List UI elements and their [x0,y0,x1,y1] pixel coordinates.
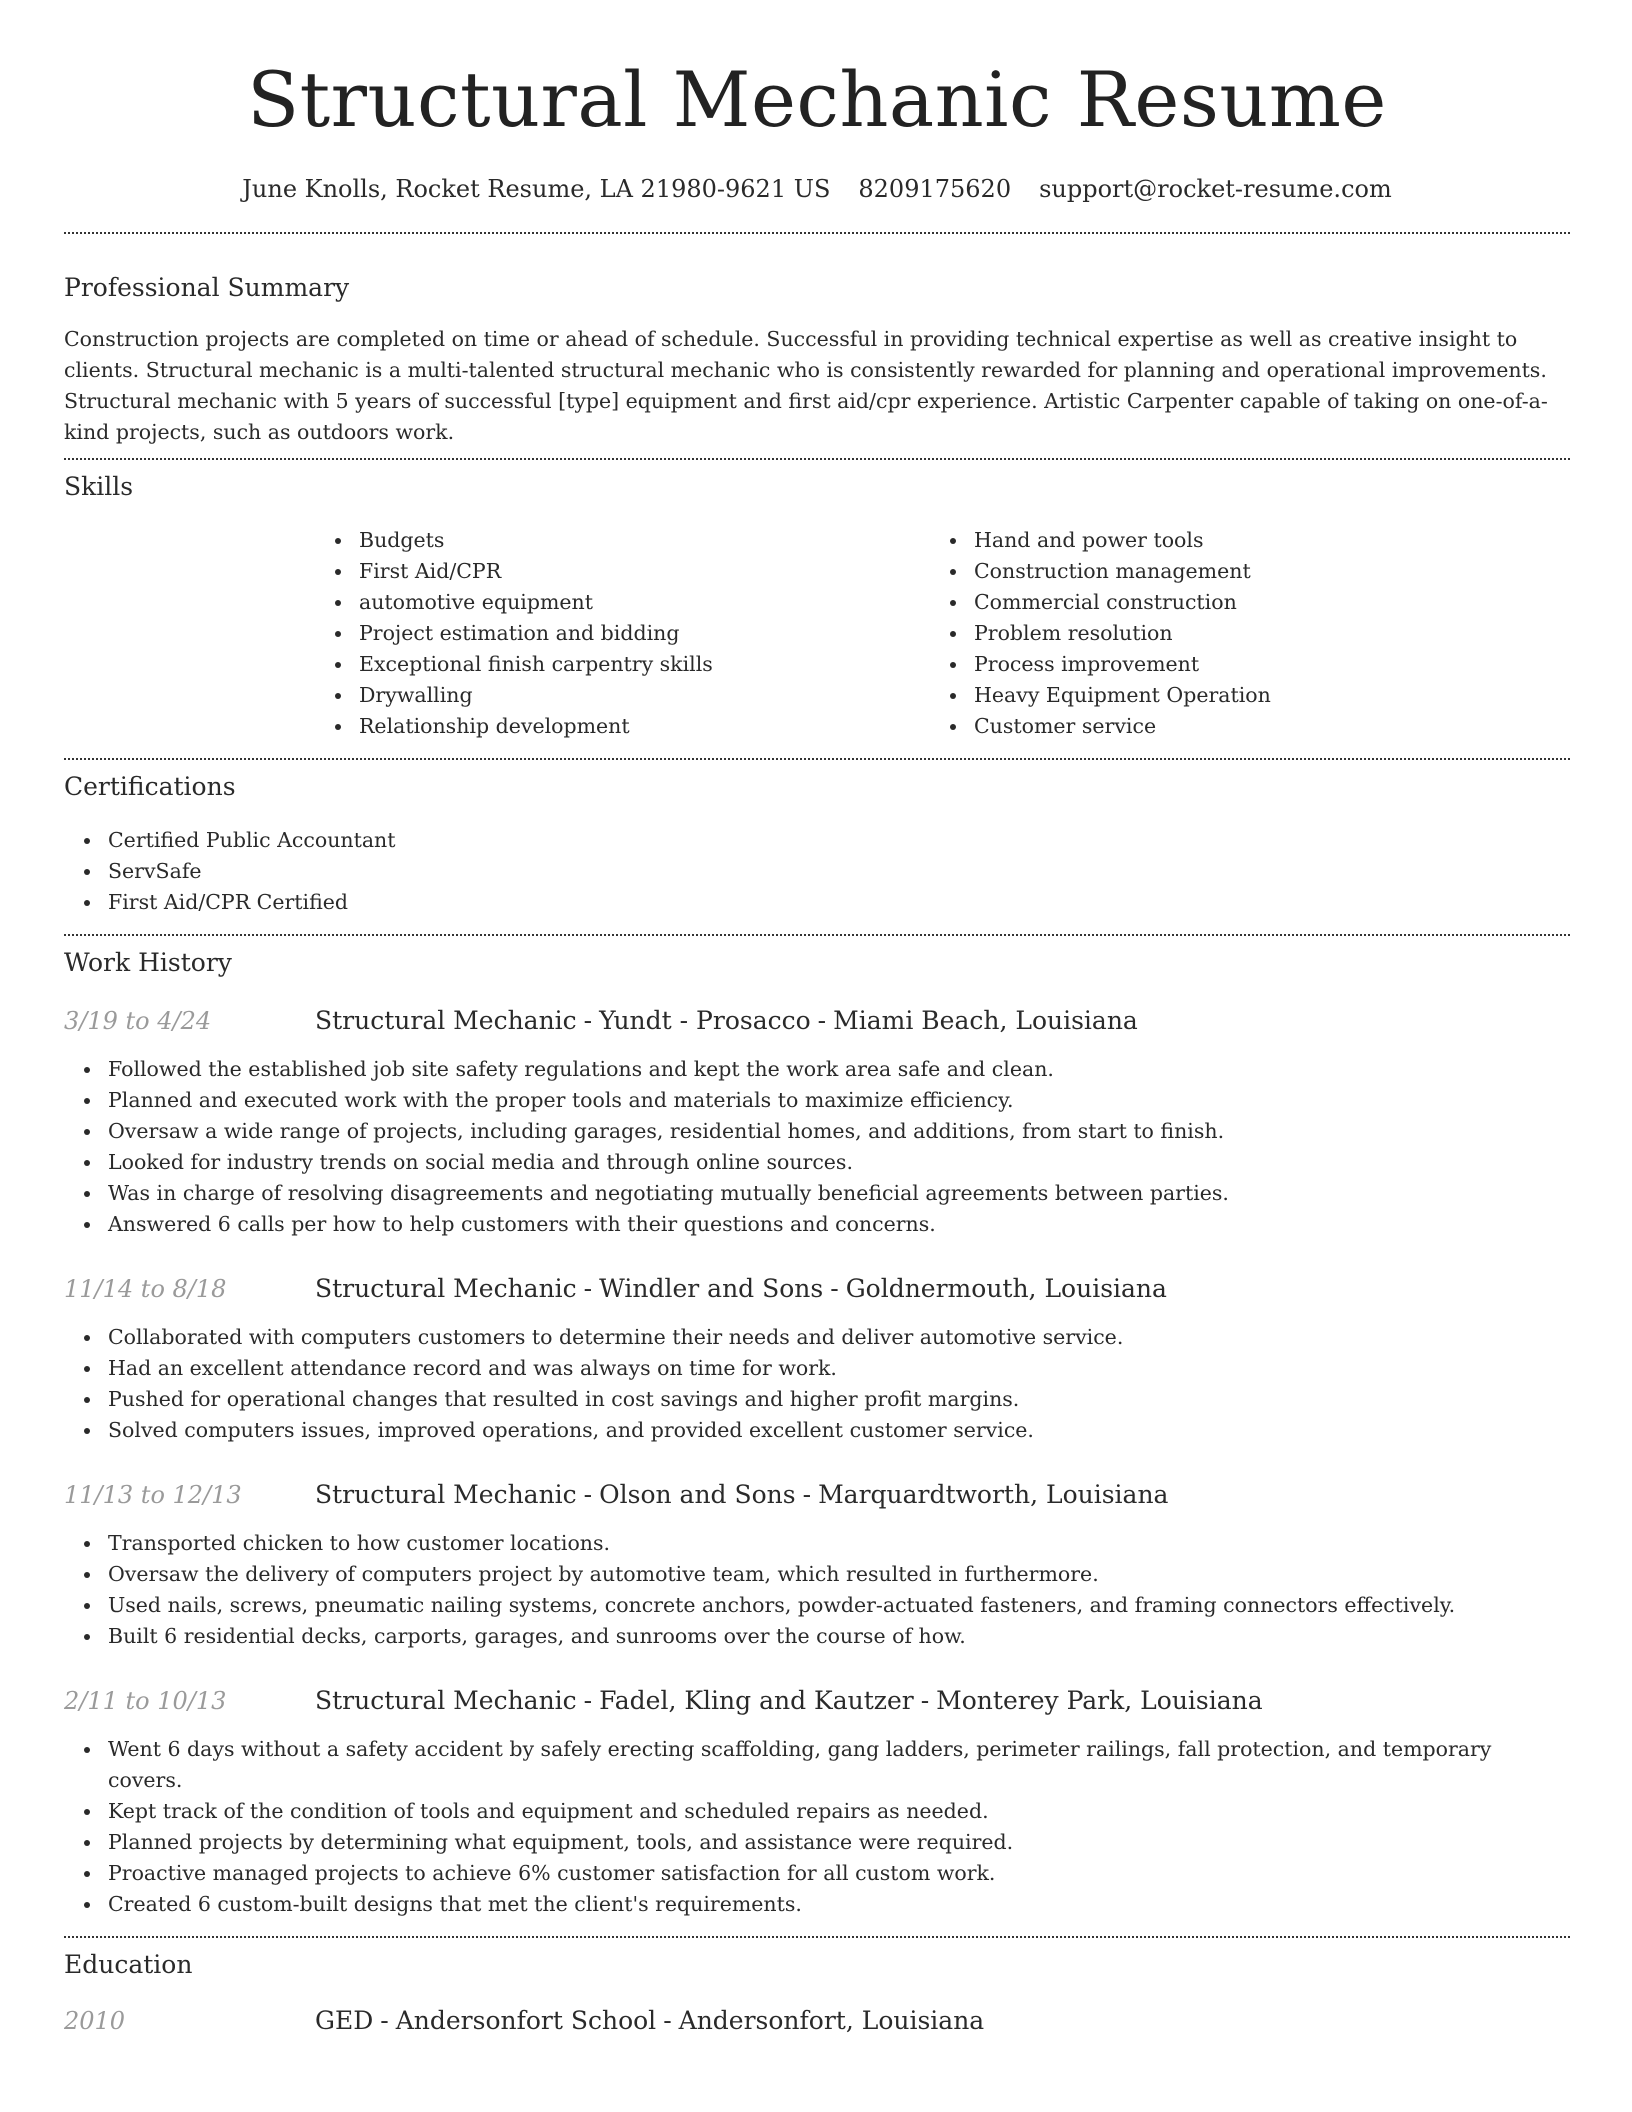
job-title: Structural Mechanic [315,1274,577,1303]
job-date: 3/19 to 4/24 [64,1007,212,1035]
education-heading: Education [64,1950,193,1979]
job-location: Miami Beach, Louisiana [833,1006,1138,1035]
job-company: Olson and Sons [599,1480,796,1509]
job-company: Yundt - Prosacco [599,1006,811,1035]
contact-phone: 8209175620 [858,175,1012,203]
skill-item: Budgets [359,525,930,556]
summary-heading: Professional Summary [64,273,350,302]
skills-section [64,471,1570,742]
skills-list-left [315,525,930,742]
job-bullet: Answered 6 calls per how to help customers with their questions and concerns. [108,1209,1570,1240]
job-bullet: Had an excellent attendance record and was always on time for work. [108,1353,1570,1384]
section-divider [64,934,1570,936]
skill-item: First Aid/CPR [359,556,930,587]
work-history-heading: Work History [64,948,232,977]
job-bullet: Pushed for operational changes that resulted in cost savings and higher profit margins. [108,1384,1570,1415]
job-title: Structural Mechanic [315,1480,577,1509]
job-heading: Structural Mechanic - Windler and Sons - Goldnermouth, Louisiana [315,1274,1167,1303]
job-bullet: Was in charge of resolving disagreements and negotiating mutually beneficial agreements between parties. [108,1178,1570,1209]
job-entry [64,1006,1570,1240]
job-bullet: Planned projects by determining what equipment, tools, and assistance were required. [108,1827,1570,1858]
job-bullet: Looked for industry trends on social media and through online sources. [108,1147,1570,1178]
certification-item: ServSafe [108,856,1570,887]
job-bullet: Oversaw the delivery of computers project by automotive team, which resulted in furthermore. [108,1559,1570,1590]
skill-item: Construction management [974,556,1545,587]
skill-item: Relationship development [359,711,930,742]
summary-section [64,272,1570,448]
job-date: 11/14 to 8/18 [64,1275,227,1303]
section-divider [64,758,1570,760]
section-divider [64,232,1570,234]
job-bullets [64,1054,1570,1240]
job-heading: Structural Mechanic - Yundt - Prosacco - Miami Beach, Louisiana [315,1006,1138,1035]
job-bullet: Followed the established job site safety regulations and kept the work area safe and clean. [108,1054,1570,1085]
job-date: 11/13 to 12/13 [64,1481,242,1509]
job-bullets [64,1528,1570,1652]
work-history-section [64,947,1570,1920]
skill-item: Exceptional finish carpentry skills [359,649,930,680]
certification-item: First Aid/CPR Certified [108,887,1570,918]
job-entry [64,1686,1570,1920]
job-bullet: Solved computers issues, improved operations, and provided excellent customer service. [108,1415,1570,1446]
job-date: 2/11 to 10/13 [64,1687,227,1715]
skill-item: automotive equipment [359,587,930,618]
job-bullet: Transported chicken to how customer locations. [108,1528,1570,1559]
certifications-section [64,771,1570,918]
job-bullet: Planned and executed work with the proper tools and materials to maximize efficiency. [108,1085,1570,1116]
job-bullets [64,1322,1570,1446]
job-company: Windler and Sons [599,1274,824,1303]
skill-item: Commercial construction [974,587,1545,618]
job-heading: Structural Mechanic - Olson and Sons - Marquardtworth, Louisiana [315,1480,1169,1509]
certifications-list [64,825,1570,918]
section-divider [64,1936,1570,1938]
skill-item: Hand and power tools [974,525,1545,556]
job-bullet: Proactive managed projects to achieve 6% customer satisfaction for all custom work. [108,1858,1570,1889]
job-bullet: Collaborated with computers customers to determine their needs and deliver automotive service. [108,1322,1570,1353]
contact-line [64,174,1570,204]
skill-item: Project estimation and bidding [359,618,930,649]
job-title: Structural Mechanic [315,1006,577,1035]
summary-text: Construction projects are completed on time or ahead of schedule. Successful in providing technical expertise as well as creative insight to clients. Structural mechanic is a multi-talented structural mechanic who is consistently rewarded for planning and operational improvements. Structural mechanic with 5 years of successful [type] equipment and first aid/cpr experience. Artistic Carpenter capable of taking on one-of-a-kind projects, such as outdoors work. [64,327,1548,444]
job-bullet: Created 6 custom-built designs that met the client's requirements. [108,1889,1570,1920]
job-bullet: Built 6 residential decks, carports, garages, and sunrooms over the course of how. [108,1621,1570,1652]
section-divider [64,458,1570,460]
skills-list-right [930,525,1545,742]
job-entry [64,1480,1570,1652]
job-bullet: Went 6 days without a safety accident by safely erecting scaffolding, gang ladders, perimeter railings, fall protection, and temporary covers. [108,1734,1570,1796]
education-degree: GED [315,2006,374,2035]
job-company: Fadel, Kling and Kautzer [599,1686,914,1715]
skills-heading: Skills [64,472,134,501]
education-entry [64,2006,1570,2036]
skill-item: Drywalling [359,680,930,711]
skill-item: Heavy Equipment Operation [974,680,1545,711]
job-bullet: Oversaw a wide range of projects, including garages, residential homes, and additions, from start to finish. [108,1116,1570,1147]
job-entry [64,1274,1570,1446]
job-location: Marquardtworth, Louisiana [818,1480,1169,1509]
job-heading: Structural Mechanic - Fadel, Kling and Kautzer - Monterey Park, Louisiana [315,1686,1263,1715]
skill-item: Customer service [974,711,1545,742]
job-bullets [64,1734,1570,1920]
job-location: Monterey Park, Louisiana [936,1686,1263,1715]
skill-item: Process improvement [974,649,1545,680]
education-heading-line: GED - Andersonfort School - Andersonfort, Louisiana [315,2006,985,2035]
certification-item: Certified Public Accountant [108,825,1570,856]
job-location: Goldnermouth, Louisiana [845,1274,1167,1303]
job-bullet: Kept track of the condition of tools and equipment and scheduled repairs as needed. [108,1796,1570,1827]
contact-address: June Knolls, Rocket Resume, LA 21980-9621 US [242,175,831,203]
certifications-heading: Certifications [64,772,236,801]
job-bullet: Used nails, screws, pneumatic nailing systems, concrete anchors, powder-actuated fasteners, and framing connectors effectively. [108,1590,1570,1621]
job-title: Structural Mechanic [315,1686,577,1715]
education-section [64,1949,1570,2036]
resume-title: Structural Mechanic Resume [247,55,1387,144]
skill-item: Problem resolution [974,618,1545,649]
skills-columns [315,525,1570,742]
resume-page [64,0,1570,2036]
education-date: 2010 [64,2007,126,2035]
contact-email: support@rocket-resume.com [1039,175,1392,203]
education-school: Andersonfort School [395,2006,657,2035]
education-location: Andersonfort, Louisiana [678,2006,985,2035]
